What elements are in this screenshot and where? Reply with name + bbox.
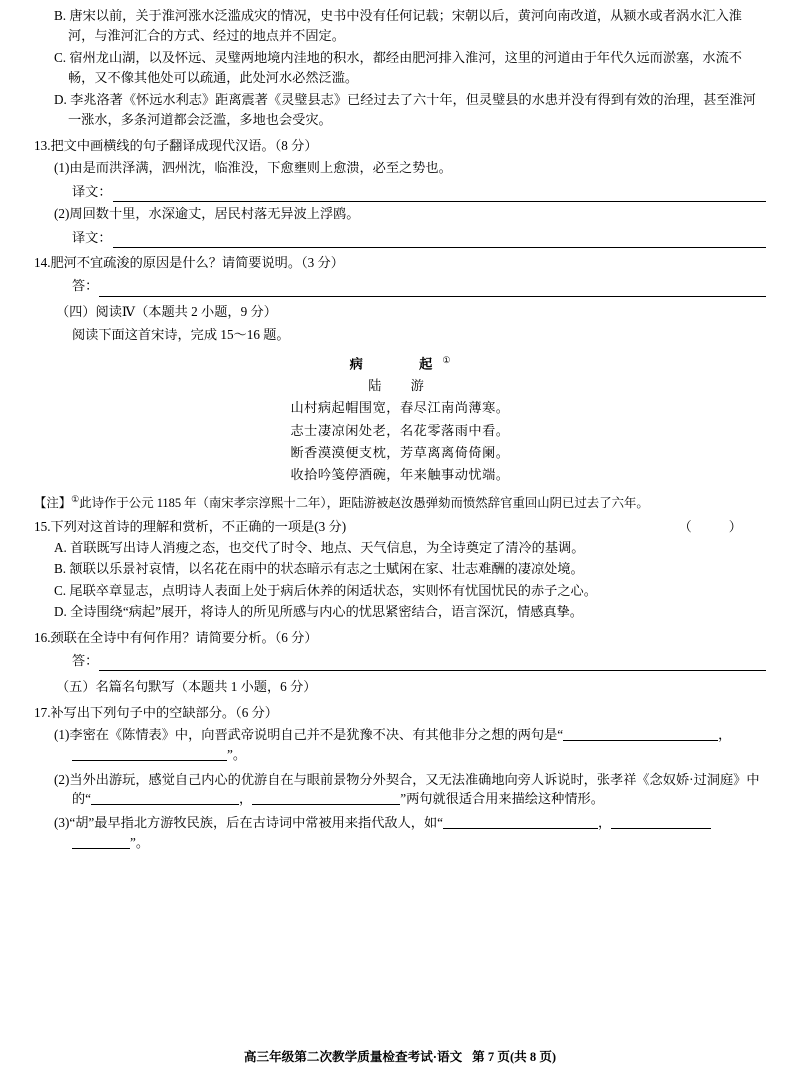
footer-page-number: 第 7 页(共 8 页)	[472, 1050, 557, 1065]
poem-note	[34, 493, 766, 513]
question-13-answer-1[interactable]	[34, 182, 766, 202]
question-17-item-1	[34, 725, 766, 745]
question-17-item-2	[34, 770, 766, 810]
page-footer	[0, 1048, 800, 1068]
footer-exam-name: 高三年级第二次教学质量检查考试·语文	[243, 1050, 463, 1065]
question-17-item-1-suffix: ”。	[227, 747, 247, 763]
poem-line-1: 山村病起帽围宽，春尽江南尚薄寒。	[290, 400, 510, 416]
option-item-c: C. 宿州龙山湖，以及怀远、灵璧两地境内洼地的积水，都经由肥河排入淮河，这里的河道由于年代久远而淤塞，水流不畅，又不像其他处可以疏通，此处河水必然泛滥。	[54, 49, 742, 86]
answer-rule[interactable]	[99, 283, 766, 297]
fill-blank[interactable]	[72, 835, 130, 849]
poem-author: 陆 游	[368, 377, 432, 393]
question-14-answer[interactable]	[34, 276, 766, 296]
question-15-title	[34, 517, 766, 537]
fill-blank[interactable]	[611, 815, 711, 829]
question-13-title: 13.把文中画横线的句子翻译成现代汉语。（8 分）	[34, 137, 318, 153]
question-15-option-d[interactable]: D. 全诗围绕“病起”展开，将诗人的所见所感与内心的忧思紧密结合，语言深沉，情感真挚。	[54, 604, 583, 620]
question-13-answer-2[interactable]	[34, 228, 766, 248]
answer-label: 译文：	[72, 229, 112, 245]
question-17-item-3-cont	[34, 833, 766, 853]
question-14-title: 14.肥河不宜疏浚的原因是什么？请简要说明。（3 分）	[34, 254, 344, 270]
question-17-item-3-prefix: (3)“胡”最早指北方游牧民族，后在古诗词中常被用来指代敌人，如“	[54, 815, 443, 831]
question-15-option-b[interactable]: B. 颔联以乐景衬哀情，以名花在雨中的状态暗示有志之士赋闲在家、壮志难酬的凄凉处境。	[54, 561, 584, 577]
answer-label: 答：	[72, 278, 99, 294]
answer-rule[interactable]	[113, 188, 766, 202]
poem-title-note-marker: ①	[442, 354, 451, 365]
question-17-item-3	[34, 813, 766, 833]
question-17-item-3-mid: ，	[598, 815, 612, 831]
poem-title	[34, 354, 766, 375]
question-17-title: 17.补写出下列句子中的空缺部分。（6 分）	[34, 704, 278, 720]
note-text: 此诗作于公元 1185 年（南宋孝宗淳熙十二年），距陆游被赵汝愚弹劾而愤然辞官重回山阴已过去了六年。	[79, 496, 649, 511]
section-4-lead: 阅读下面这首宋诗，完成 15～16 题。	[72, 327, 290, 343]
section-5-heading: （五）名篇名句默写（本题共 1 小题，6 分）	[56, 679, 317, 695]
note-label: 【注】	[34, 496, 72, 511]
question-16-title: 16.颈联在全诗中有何作用？请简要分析。（6 分）	[34, 629, 318, 645]
fill-blank[interactable]	[443, 815, 598, 829]
question-17-item-2-mid: ，	[239, 791, 253, 807]
options-top-group	[34, 6, 766, 131]
answer-label: 答：	[72, 652, 99, 668]
poem-line-2: 志士凄凉闲处老，名花零落雨中看。	[290, 422, 510, 438]
question-17-item-1-prefix: (1)李密在《陈情表》中，向晋武帝说明自己并不是犹豫不决、有其他非分之想的两句是“	[54, 727, 564, 743]
question-16-answer[interactable]	[34, 651, 766, 671]
poem-title-text: 病 起	[349, 356, 443, 372]
question-15-option-a[interactable]: A. 首联既写出诗人消瘦之态，也交代了时令、地点、天气信息，为全诗奠定了清冷的基调。	[54, 539, 585, 555]
fill-blank[interactable]	[72, 747, 227, 761]
question-13-item-2: (2)周回数十里，水深逾丈，居民村落无异波上浮鸥。	[54, 206, 360, 222]
answer-label: 译文：	[72, 183, 112, 199]
question-17-item-3-suffix: ”。	[130, 834, 150, 850]
question-17-item-2-prefix: (2)当外出游玩，感觉自己内心的优游自在与眼前景物分外契合，又无法准确地向旁人诉说时，张孝祥《念奴娇·过洞庭》中的“	[54, 771, 760, 807]
question-13-item-1: (1)由是而洪泽满，泗州沈，临淮没，下愈壅则上愈溃，必至之势也。	[54, 160, 452, 176]
question-17-item-1-mid: ，	[718, 727, 732, 743]
fill-blank[interactable]	[563, 727, 718, 741]
note-marker: ①	[71, 493, 80, 504]
question-17-item-1-cont	[34, 745, 766, 765]
question-15-title-text: 15.下列对这首诗的理解和赏析，不正确的一项是(3 分)	[34, 519, 347, 535]
poem-line-3: 断香漠漠便支枕，芳草离离倚倚阑。	[290, 445, 510, 460]
section-4-heading: （四）阅读Ⅳ（本题共 2 小题，9 分）	[56, 303, 277, 319]
option-item-b: B. 唐宋以前，关于淮河涨水泛滥成灾的情况，史书中没有任何记载；宋朝以后，黄河向南改道，从颍水或者涡水汇入淮河，与淮河汇合的方式、经过的地点并不固定。	[54, 8, 742, 44]
fill-blank[interactable]	[252, 791, 400, 805]
answer-rule[interactable]	[113, 234, 766, 248]
option-item-d: D. 李兆洛著《怀远水利志》距离震著《灵璧县志》已经过去了六十年，但灵璧县的水患并没有得到有效的治理，甚至淮河一涨水，多条河道都会泛滥，多地也会受灾。	[54, 91, 756, 128]
question-17-item-2-suffix: ”两句就很适合用来描绘这种情形。	[400, 791, 604, 807]
answer-rule[interactable]	[99, 657, 766, 671]
question-15-option-c[interactable]: C. 尾联卒章显志，点明诗人表面上处于病后休养的闲适状态，实则怀有忧国忧民的赤子之心。	[54, 582, 597, 598]
fill-blank[interactable]	[91, 791, 239, 805]
poem-line-4: 收拾吟笺停酒碗，年来触事动忧端。	[290, 467, 510, 483]
question-15-answer-bracket[interactable]: （ ）	[678, 519, 754, 535]
